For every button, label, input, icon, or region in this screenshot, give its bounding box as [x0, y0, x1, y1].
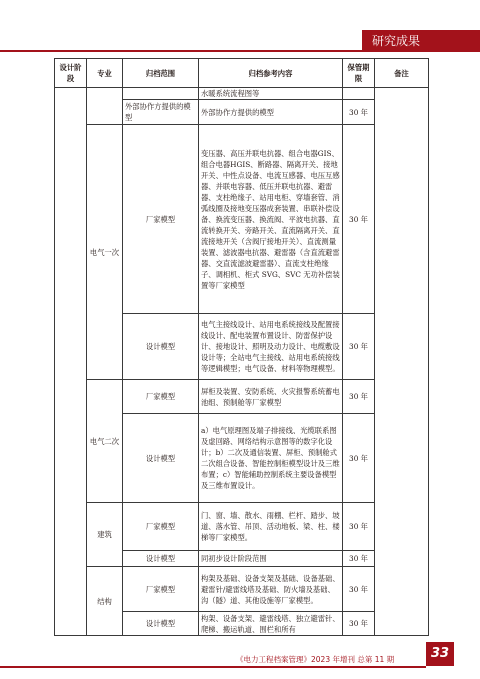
specialty-cell: 电气二次 — [87, 380, 123, 503]
period-cell: 30 年 — [343, 100, 375, 125]
period-cell — [343, 88, 375, 100]
content-cell: 门、窗、墙、散水、雨棚、栏杆、踏步、坡道、落水管、吊顶、活动地板、梁、柱、楼梯等厂家模型。 — [199, 503, 343, 551]
specialty-cell — [87, 88, 123, 125]
column-header-stage: 设计阶段 — [55, 59, 87, 88]
content-cell: 同初步设计阶段范围 — [199, 551, 343, 567]
table-row — [55, 88, 429, 100]
specialty-cell: 建筑 — [87, 503, 123, 567]
footer-rule — [0, 666, 426, 668]
content-cell: 构架及基础、设备支架及基础、设备基础、避雷针/避雷线塔及基础、防火墙及基础、沟（隧）道、其他设施等厂家模型。 — [199, 567, 343, 612]
specialty-cell: 结构 — [87, 567, 123, 636]
period-cell: 30 年 — [343, 414, 375, 503]
content-cell: 屏柜及装置、安防系统、火灾报警系统蓄电池组、预制舱等厂家模型 — [199, 380, 343, 414]
column-header-scope: 归档范围 — [123, 59, 199, 88]
column-header-period: 保管期限 — [343, 59, 375, 88]
specialty-cell: 电气一次 — [87, 125, 123, 380]
scope-cell: 厂家模型 — [123, 125, 199, 314]
page-number: 33 — [426, 642, 454, 666]
content-cell: 电气主接线设计、站用电系统接线及配置接线设计、配电装置布置设计、防雷保护设计、接地设计、照明及动力设计、电缆敷设设计等；全站电气主接线、站用电系统接线等逻辑模型；电气设备、材料等物理模型。 — [199, 314, 343, 380]
scope-cell: 厂家模型 — [123, 380, 199, 414]
scope-cell: 外部协作方提供的模型 — [123, 100, 199, 125]
content-cell: a）电气原理图及端子排接线、光缆联系图及虚回路、网络结构示意图等的数字化设计；b）二次及通信装置、屏柜、预制舱式二次组合设备、智能控制柜模型设计及三维布置；c）智能辅助控制系统主要设备模型及三维布置设计。 — [199, 414, 343, 503]
table-header-row — [55, 59, 429, 88]
archive-table — [54, 58, 429, 636]
scope-cell: 设计模型 — [123, 314, 199, 380]
header-rule — [0, 50, 362, 52]
section-title: 研究成果 — [372, 34, 421, 48]
content-cell: 水暖系统流程图等 — [199, 88, 343, 100]
table-row — [55, 125, 429, 314]
scope-cell: 厂家模型 — [123, 567, 199, 612]
scope-cell: 设计模型 — [123, 551, 199, 567]
content-cell: 变压器、高压并联电抗器、组合电器GIS、组合电器HGIS、断路器、隔离开关、接地开关、中性点设备、电流互感器、电压互感器、并联电容器、低压并联电抗器、避雷器、支柱绝缘子、站用电柜、穿墙套管、消弧线圈及接地变压器成套装置、串联补偿设备、换流变压器、换流阀、平波电抗器、直流转换开关、旁路开关、直流隔离开关、直流接地开关（含阀厅接地开关）、直流测量装置、滤波器电抗器、避雷器（含直流避雷器、交直流滤波避雷器）、直流支柱绝缘子、调相机、柜式 SVG、SVC 无功补偿装置等厂家模型 — [199, 125, 343, 314]
journal-citation: 《电力工程档案管理》2023 年增刊 总第 11 期 — [236, 655, 395, 664]
period-cell: 30 年 — [343, 314, 375, 380]
table-row — [55, 503, 429, 551]
scope-cell — [123, 88, 199, 100]
period-cell: 30 年 — [343, 380, 375, 414]
scope-cell: 设计模型 — [123, 414, 199, 503]
content-cell: 构架、设备支架、避雷线塔、独立避雷针、爬梯、搬运轨道、围栏和所有 — [199, 612, 343, 636]
scope-cell: 厂家模型 — [123, 503, 199, 551]
stage-cell — [55, 88, 87, 636]
table-row — [55, 567, 429, 612]
scope-cell: 设计模型 — [123, 612, 199, 636]
period-cell: 30 年 — [343, 125, 375, 314]
column-header-specialty: 专业 — [87, 59, 123, 88]
section-title-tab — [362, 30, 480, 52]
remarks-cell — [375, 88, 429, 636]
content-cell: 外部协作方提供的模型 — [199, 100, 343, 125]
table-row — [55, 380, 429, 414]
period-cell: 30 年 — [343, 567, 375, 612]
period-cell: 30 年 — [343, 503, 375, 551]
column-header-content: 归档参考内容 — [199, 59, 343, 88]
period-cell: 30 年 — [343, 551, 375, 567]
period-cell: 30 年 — [343, 612, 375, 636]
column-header-remarks: 备注 — [375, 59, 429, 88]
